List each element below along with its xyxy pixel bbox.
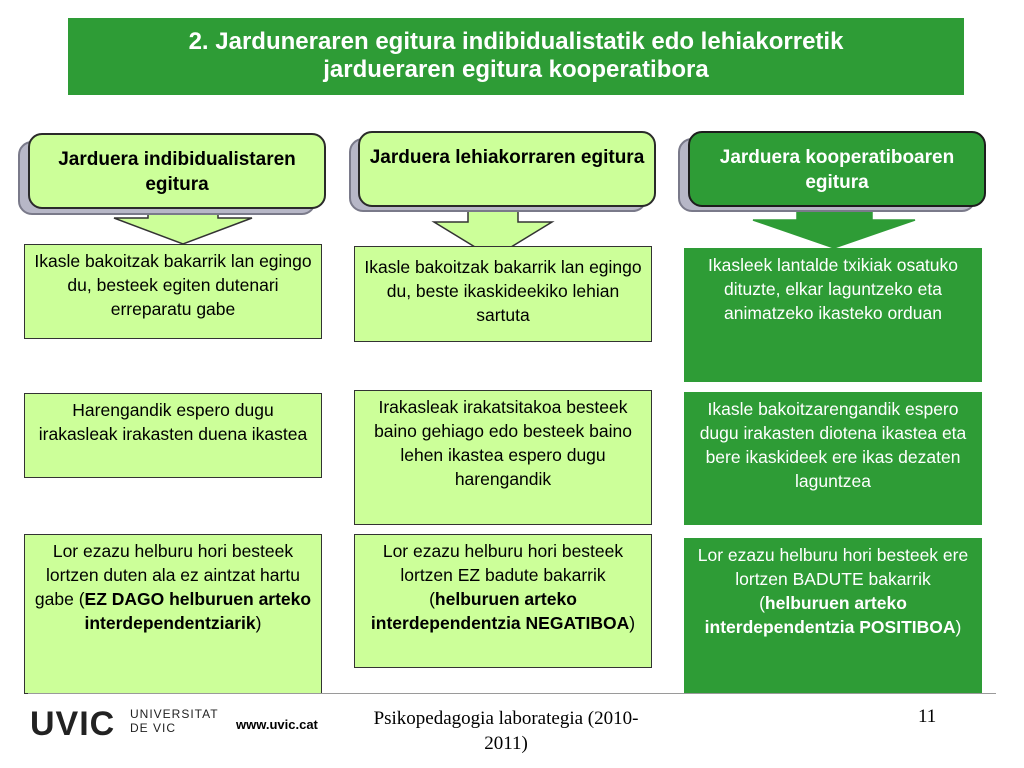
website-link[interactable]: www.uvic.cat <box>236 717 318 732</box>
title-line-1: 2. Jarduneraren egitura indibidualistatik edo lehiakorretik <box>188 28 844 55</box>
logo-subtitle <box>130 707 219 735</box>
col1-goal-text: Lor ezazu helburu hori besteek lortzen duten ala ez aintzat hartu gabe ( <box>34 541 300 609</box>
col1-goal-bold: EZ DAGO helburuen arteko interdependentziarik <box>84 589 312 633</box>
col1-goal-end: ) <box>255 613 262 633</box>
logo-sub-line-1: UNIVERSITAT <box>130 707 219 721</box>
col2-goal-text: Lor ezazu helburu hori besteek lortzen EZ badute bakarrik ( <box>382 541 624 609</box>
course-name: Psikopedagogia laborategia (2010-2011) <box>373 708 639 754</box>
header-col1: Jarduera indibidualistaren egitura <box>28 133 326 209</box>
uvic-logo <box>30 705 219 744</box>
col1-box-goal <box>24 534 322 694</box>
col1-box-description: Ikasle bakoitzak bakarrik lan egingo du, besteek egiten dutenari erreparatu gabe <box>24 244 322 339</box>
col3-goal-bold: helburuen arteko interdependentzia POSITIBOA <box>704 593 956 637</box>
col3-box-description: Ikasleek lantalde txikiak osatuko dituzte, elkar laguntzeko eta animatzeko ikasteko orduan <box>684 248 982 382</box>
logo-mark: UVIC <box>30 705 116 743</box>
header-col3: Jarduera kooperatiboaren egitura <box>688 131 986 207</box>
col3-box-expectation: Ikasle bakoitzarengandik espero dugu irakasten diotena ikastea eta bere ikaskideek ere ikas dezaten laguntzea <box>684 392 982 525</box>
header-col2: Jarduera lehiakorraren egitura <box>358 131 656 207</box>
col1-box-expectation: Harengandik espero dugu irakasleak irakasten duena ikastea <box>24 393 322 478</box>
col3-box-goal <box>684 538 982 693</box>
page-number: 11 <box>918 706 937 727</box>
footer-divider <box>28 693 996 694</box>
col2-box-description: Ikasle bakoitzak bakarrik lan egingo du, beste ikaskideekiko lehian sartuta <box>354 246 652 342</box>
col2-goal-bold: helburuen arteko interdependentzia NEGATIBOA <box>370 589 630 633</box>
col2-goal-end: ) <box>629 613 636 633</box>
logo-sub-line-2: DE VIC <box>130 721 177 735</box>
col2-box-expectation: Irakasleak irakatsitakoa besteek baino gehiago edo besteek baino lehen ikastea espero dugu harengandik <box>354 390 652 525</box>
title-line-2: jardueraren egitura kooperatibora <box>323 56 709 83</box>
col3-goal-end: ) <box>955 617 962 637</box>
col3-goal-text: Lor ezazu helburu hori besteek ere lortzen BADUTE bakarrik ( <box>697 545 969 613</box>
col2-box-goal <box>354 534 652 668</box>
